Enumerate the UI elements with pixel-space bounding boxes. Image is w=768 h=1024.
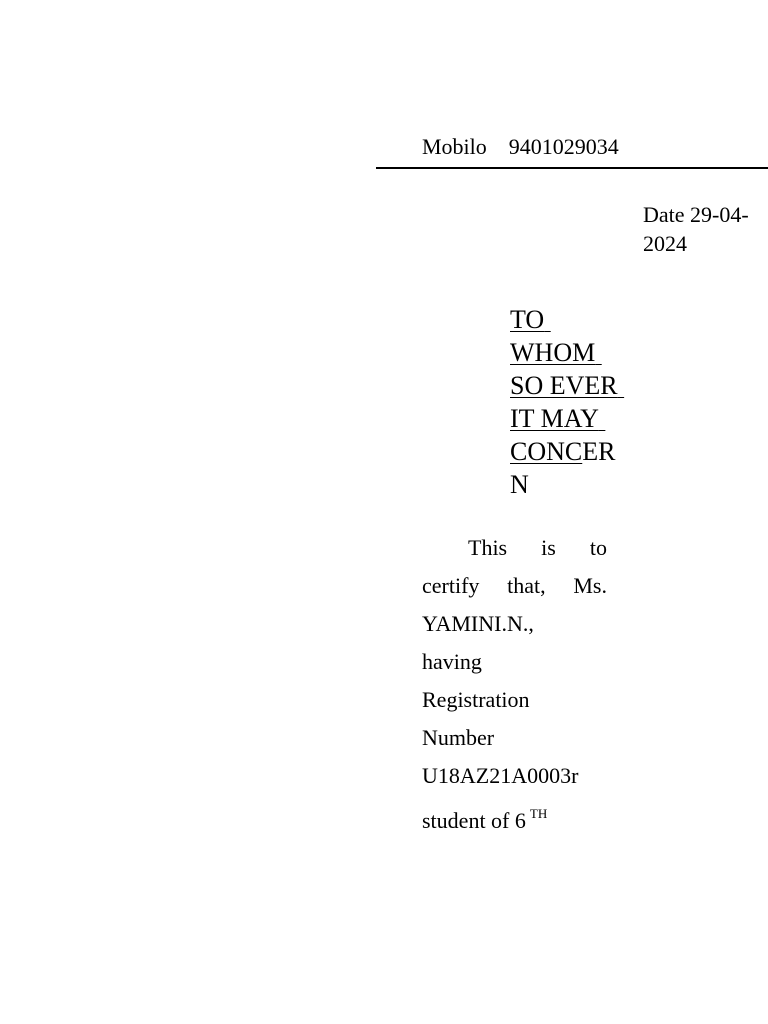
letter-heading bbox=[510, 303, 640, 501]
heading-line-1: TO bbox=[510, 305, 545, 334]
registration-number: U18AZ21A0003r bbox=[422, 763, 579, 788]
date-year: 2024 bbox=[643, 231, 687, 256]
body-registration: Registration bbox=[422, 687, 530, 712]
mobile-number: 9401029034 bbox=[508, 134, 619, 159]
superscript-th: TH bbox=[529, 806, 548, 821]
body-number-label: Number bbox=[422, 725, 495, 750]
heading-line-5-underlined: CONC bbox=[510, 437, 583, 466]
heading-line-6: N bbox=[510, 470, 529, 499]
student-name: YAMINI.N., bbox=[422, 611, 534, 636]
heading-line-2: WHOM bbox=[510, 338, 596, 367]
body-line-1: This is to bbox=[468, 535, 607, 560]
date-text: Date 29-04- bbox=[643, 202, 749, 227]
body-line-2: certify that, Ms. bbox=[422, 573, 607, 598]
header-rule bbox=[376, 167, 768, 169]
mobile-line bbox=[422, 133, 619, 161]
mobile-label: Mobilo bbox=[422, 134, 487, 159]
certificate-body bbox=[422, 529, 607, 840]
date-block bbox=[643, 200, 768, 258]
body-student: student of 6 $^{TH}$ bbox=[422, 806, 548, 833]
heading-line-5: CONCER bbox=[510, 437, 616, 466]
heading-line-3: SO EVER bbox=[510, 371, 618, 400]
body-having: having bbox=[422, 649, 482, 674]
heading-line-4: IT MAY bbox=[510, 404, 599, 433]
